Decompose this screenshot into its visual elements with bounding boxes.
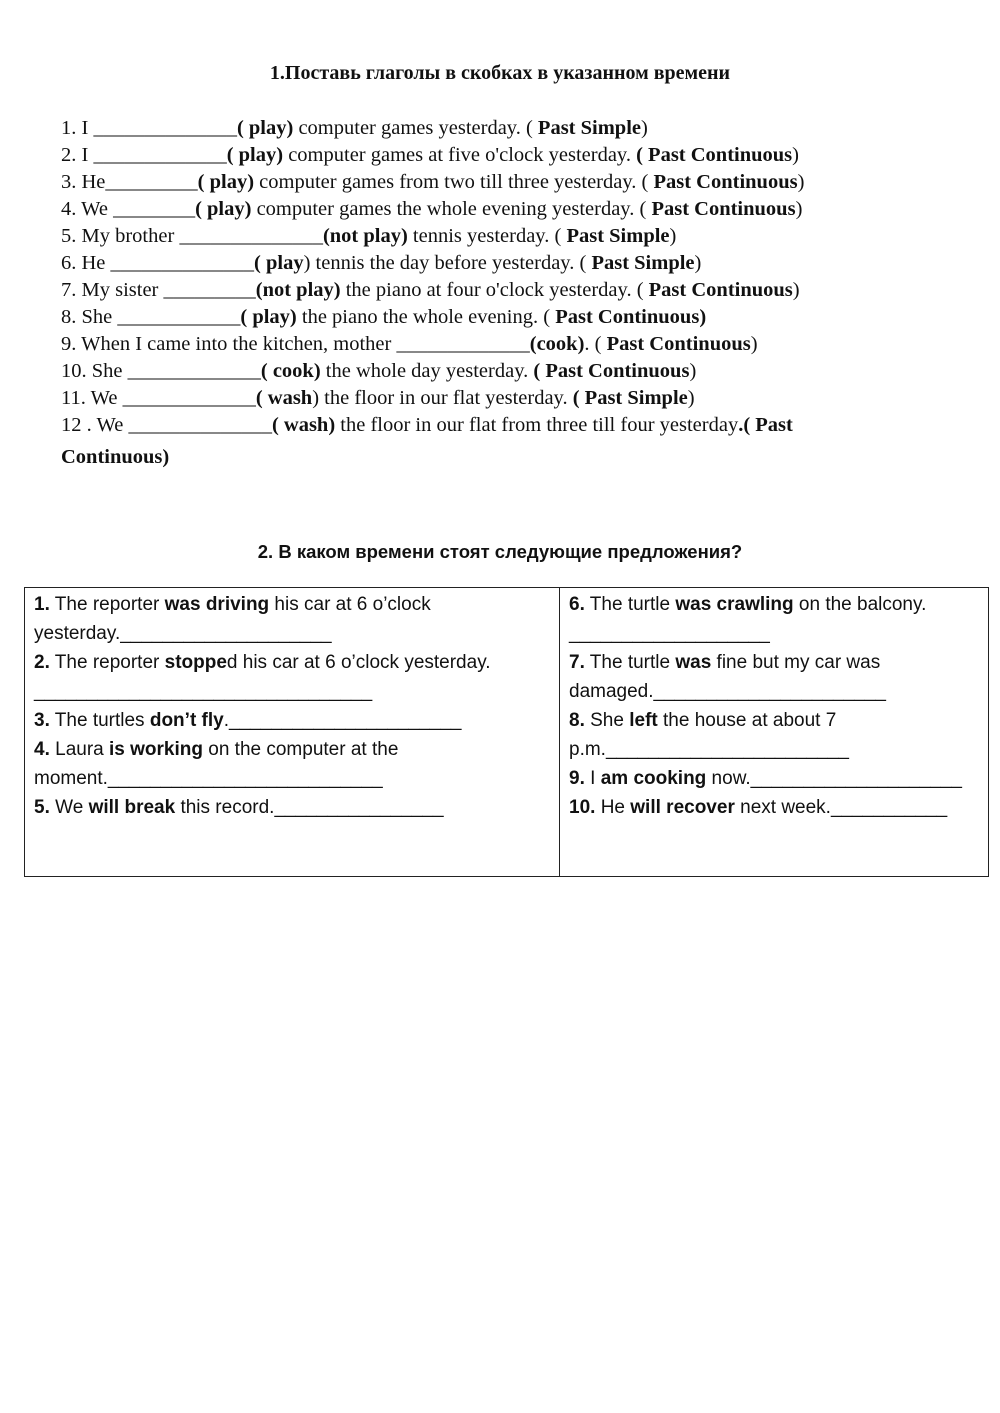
exercise2-title: 2. В каком времени стоят следующие предложения? — [257, 541, 743, 562]
item-text-blank: now.____________________ — [706, 768, 962, 789]
verb-hint: ( play) — [195, 198, 252, 220]
tense-label: Past Continuous — [606, 333, 751, 355]
exercise2-right-column — [560, 588, 989, 877]
sentence-text: the piano the whole evening. ( — [296, 306, 556, 328]
line-number: 11. We — [61, 387, 123, 409]
item-verb: will recover — [630, 797, 735, 818]
item-text-blank: next week.___________ — [734, 797, 948, 818]
exercise1-line-1 — [61, 115, 961, 142]
tense-label: Past Simple — [591, 252, 695, 274]
sentence-text: the floor in our flat from three till four yesterday — [335, 414, 739, 436]
tense-label: ( Past Continuous — [636, 144, 793, 166]
item-text: I — [584, 768, 601, 789]
item-text-blank: .______________________ — [223, 710, 462, 731]
item-text: We — [49, 797, 89, 818]
item-text: He — [595, 797, 631, 818]
sentence-text: the whole day yesterday. — [320, 360, 534, 382]
line-number: 12 . We — [61, 414, 129, 436]
verb-hint: ( play) — [197, 171, 255, 193]
item-text: The turtle — [584, 652, 676, 673]
closing: ) — [689, 360, 697, 382]
closing: ) — [687, 387, 695, 409]
line-number: 4. We — [61, 198, 114, 220]
item-number: 2. — [34, 652, 50, 673]
exercise2-item-7 — [569, 648, 980, 706]
exercise1-line-12 — [61, 412, 961, 439]
exercise2-item-2 — [34, 648, 551, 706]
line-number: 3. He — [61, 171, 106, 193]
tense-label: Past Simple — [537, 117, 641, 139]
verb-hint: ( cook) — [260, 360, 321, 382]
exercise2-item-8 — [569, 706, 980, 764]
exercise2-item-10 — [569, 793, 980, 822]
exercise1-line-2 — [61, 142, 961, 169]
item-verb: stoppe — [164, 652, 227, 673]
closing: ) — [694, 252, 702, 274]
item-number: 7. — [569, 652, 585, 673]
exercise1-line-6 — [61, 250, 961, 277]
item-text: The turtles — [49, 710, 150, 731]
line-number: 6. He — [61, 252, 111, 274]
exercise2-item-3 — [34, 706, 551, 735]
answer-blank: _____________ — [122, 387, 256, 409]
item-verb: will break — [88, 797, 176, 818]
tense-label: ( Past Continuous — [533, 360, 690, 382]
sentence-text: ) tennis the day before yesterday. ( — [303, 252, 592, 274]
closing: ) — [792, 144, 799, 166]
item-verb: don’t fly — [149, 710, 224, 731]
item-number: 8. — [569, 710, 585, 731]
item-verb: was driving — [164, 594, 270, 615]
closing: ) — [797, 171, 805, 193]
line-number: 9. When I came into the kitchen, mother — [61, 333, 397, 355]
exercise1-line-8 — [61, 304, 961, 331]
tense-label: Past Continuous — [648, 279, 793, 301]
item-text-blank: the house at about 7 p.m._______________________ — [569, 710, 849, 760]
sentence-text: ) the floor in our flat yesterday. — [312, 387, 573, 409]
item-text-blank: this record.________________ — [175, 797, 444, 818]
exercise1-line-7 — [61, 277, 961, 304]
verb-hint: ( play) — [226, 144, 284, 166]
exercise1-title: 1.Поставь глаголы в скобках в указанном времени — [269, 62, 731, 84]
verb-hint: ( play — [254, 252, 304, 274]
closing: ) — [641, 117, 648, 139]
sentence-text: the piano at four o'clock yesterday. ( — [340, 279, 649, 301]
closing: ) — [792, 279, 800, 301]
tense-label: ( Past Simple — [572, 387, 688, 409]
answer-blank: _________ — [105, 171, 198, 193]
item-number: 4. — [34, 739, 50, 760]
exercise2-table — [24, 587, 989, 877]
line-number: 8. She — [61, 306, 118, 328]
item-text-blank: his car at 6 o’clock yesterday.____________________ — [34, 594, 431, 644]
item-text-blank: on the computer at the moment.__________________________ — [34, 739, 399, 789]
answer-blank: _____________ — [127, 360, 261, 382]
sentence-text: . ( — [584, 333, 607, 355]
line-number: 1. I — [61, 117, 94, 139]
sentence-text: computer games yesterday. ( — [293, 117, 538, 139]
item-number: 10. — [569, 797, 596, 818]
line-number: 7. My sister — [61, 279, 164, 301]
item-verb: was crawling — [675, 594, 794, 615]
verb-hint: (not play) — [322, 225, 408, 247]
answer-blank: ______________ — [110, 252, 255, 274]
closing: ) — [795, 198, 803, 220]
exercise2-item-4 — [34, 735, 551, 793]
item-number: 9. — [569, 768, 585, 789]
item-text: The reporter — [49, 652, 165, 673]
answer-blank: ________ — [113, 198, 196, 220]
sentence-text: tennis yesterday. ( — [407, 225, 567, 247]
exercise1-line-5 — [61, 223, 961, 250]
exercise1-list — [61, 115, 961, 471]
item-number: 6. — [569, 594, 585, 615]
exercise1-line-11 — [61, 385, 961, 412]
item-verb: was — [675, 652, 712, 673]
item-text-blank: on the balcony. ___________________ — [569, 594, 927, 644]
verb-hint: ( wash) — [271, 414, 336, 436]
item-text: Laura — [49, 739, 110, 760]
line-number: 5. My brother — [61, 225, 180, 247]
exercise2-item-1 — [34, 590, 551, 648]
sentence-text: computer games at five o'clock yesterday. — [283, 144, 637, 166]
answer-blank: ______________ — [128, 414, 272, 436]
item-text-blank: fine but my car was damaged.______________________ — [569, 652, 886, 702]
exercise1-line-10 — [61, 358, 961, 385]
verb-hint: ( wash — [255, 387, 313, 409]
closing: ) — [750, 333, 758, 355]
tense-label: Past Simple — [566, 225, 670, 247]
verb-hint: (not play) — [255, 279, 341, 301]
answer-blank: ______________ — [179, 225, 323, 247]
line-number: 10. She — [61, 360, 128, 382]
item-text: The turtle — [584, 594, 676, 615]
sentence-text: computer games from two till three yesterday. ( — [254, 171, 654, 193]
item-verb: left — [629, 710, 658, 731]
tense-label: Past Continuous — [651, 198, 796, 220]
exercise2-left-column — [25, 588, 560, 877]
tense-label: .( Past — [738, 414, 793, 436]
answer-blank: _________ — [163, 279, 256, 301]
answer-blank: _____________ — [93, 144, 227, 166]
closing: ) — [669, 225, 677, 247]
item-verb: am cooking — [600, 768, 707, 789]
exercise1-line-9 — [61, 331, 961, 358]
answer-blank: ____________ — [117, 306, 241, 328]
sentence-text: computer games the whole evening yesterday. ( — [251, 198, 652, 220]
item-text: The reporter — [49, 594, 165, 615]
exercise1-line-4 — [61, 196, 961, 223]
item-number: 1. — [34, 594, 50, 615]
exercise1-line-3 — [61, 169, 961, 196]
item-text: She — [584, 710, 630, 731]
item-text-blank: d his car at 6 o’clock yesterday. ________________________________ — [34, 652, 491, 702]
verb-hint: ( play) — [240, 306, 297, 328]
tense-label: Past Continuous) — [555, 306, 707, 328]
item-number: 3. — [34, 710, 50, 731]
exercise1-line-12-continuation: Continuous) — [61, 446, 170, 468]
answer-blank: ______________ — [93, 117, 237, 139]
item-verb: is working — [109, 739, 203, 760]
line-number: 2. I — [61, 144, 94, 166]
item-number: 5. — [34, 797, 50, 818]
answer-blank: _____________ — [396, 333, 530, 355]
tense-label: Past Continuous — [653, 171, 798, 193]
exercise2-item-5 — [34, 793, 551, 822]
verb-hint: ( play) — [236, 117, 294, 139]
verb-hint: (cook) — [529, 333, 585, 355]
exercise2-item-9 — [569, 764, 980, 793]
exercise2-item-6 — [569, 590, 980, 648]
